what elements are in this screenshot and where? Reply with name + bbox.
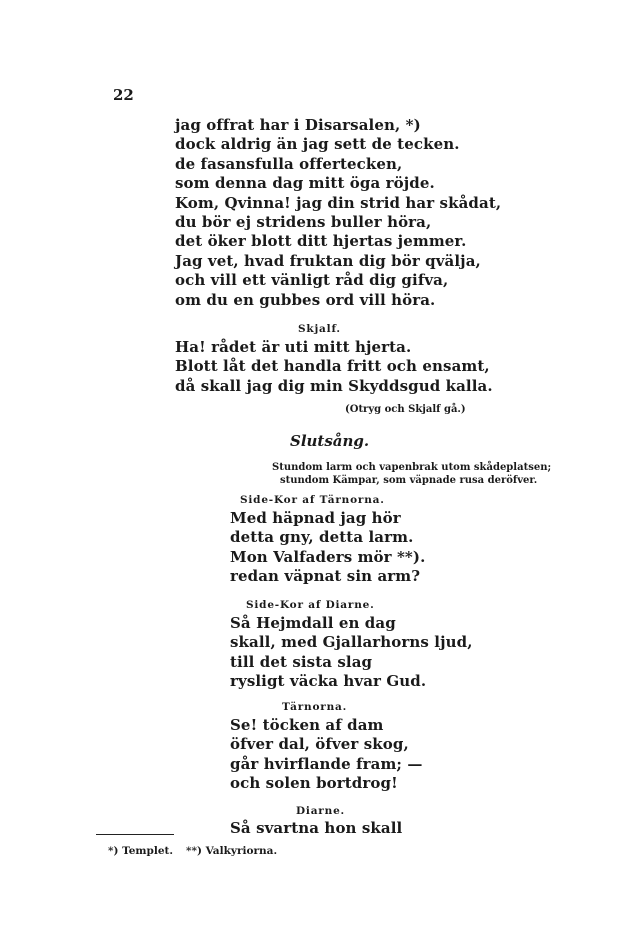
verse-line: rysligt väcka hvar Gud. (230, 672, 427, 691)
verse-line: jag offrat har i Disarsalen, *) (175, 116, 421, 134)
speaker-tarnorna: Tärnorna. (282, 701, 348, 713)
section-title: Slutsång. (290, 432, 370, 450)
verse-line: Blott låt det handla fritt och ensamt, (175, 357, 490, 376)
speaker-diarne-chorus: Side-Kor af Diarne. (246, 599, 375, 611)
speaker-diarne: Diarne. (296, 805, 345, 817)
verse-line: Så svartna hon skall (230, 819, 403, 837)
speaker-skjalf: Skjalf. (298, 323, 341, 335)
footnote-templet: *) Templet. (108, 845, 174, 857)
top-stanza (175, 116, 501, 310)
verse-line: då skall jag dig min Skyddsgud kalla. (175, 376, 493, 395)
page-number: 22 (113, 86, 134, 104)
verse-line: Så Hejmdall en dag (230, 614, 396, 632)
verse-tarnorna-chorus (230, 509, 425, 587)
verse-line: Kom, Qvinna! jag din strid har skådat, (175, 193, 502, 212)
verse-line: skall, med Gjallarhorns ljud, (230, 633, 473, 652)
verse-line: Jag vet, hvad fruktan dig bör qvälja, (175, 251, 481, 270)
verse-line: och solen bortdrog! (230, 774, 398, 793)
exit-stage-direction: (Otryg och Skjalf gå.) (345, 404, 466, 415)
verse-line: det öker blott ditt hjertas jemmer. (175, 232, 467, 251)
footnote-separator (96, 834, 174, 835)
verse-line: Mon Valfaders mör **). (230, 547, 426, 566)
verse-line: de fasansfulla offertecken, (175, 154, 403, 173)
verse-tarnorna (230, 716, 423, 794)
verse-line: redan väpnat sin arm? (230, 567, 421, 586)
verse-diarne-chorus (230, 614, 473, 692)
verse-line: och vill ett vänligt råd dig gifva, (175, 271, 449, 290)
skjalf-speech (175, 338, 493, 396)
verse-line: Med häpnad jag hör (230, 509, 401, 527)
verse-diarne (230, 819, 402, 838)
footnote-valkyriorna: **) Valkyriorna. (186, 845, 278, 857)
verse-line: detta gny, detta larm. (230, 528, 414, 547)
verse-line: till det sista slag (230, 652, 373, 671)
verse-line: om du en gubbes ord vill höra. (175, 290, 436, 309)
speaker-tarnorna-chorus: Side-Kor af Tärnorna. (240, 494, 385, 506)
verse-line: går hvirflande fram; — (230, 754, 423, 773)
verse-line: dock aldrig än jag sett de tecken. (175, 135, 460, 154)
stage-direction-line: stundom Kämpar, som väpnade rusa deröfver. (280, 475, 538, 486)
stage-direction-line: Stundom larm och vapenbrak utom skådeplatsen; (272, 462, 552, 473)
verse-line: du bör ej stridens buller höra, (175, 213, 432, 232)
verse-line: Ha! rådet är uti mitt hjerta. (175, 338, 412, 356)
verse-line: öfver dal, öfver skog, (230, 735, 409, 754)
verse-line: som denna dag mitt öga röjde. (175, 174, 435, 193)
verse-line: Se! töcken af dam (230, 716, 384, 734)
